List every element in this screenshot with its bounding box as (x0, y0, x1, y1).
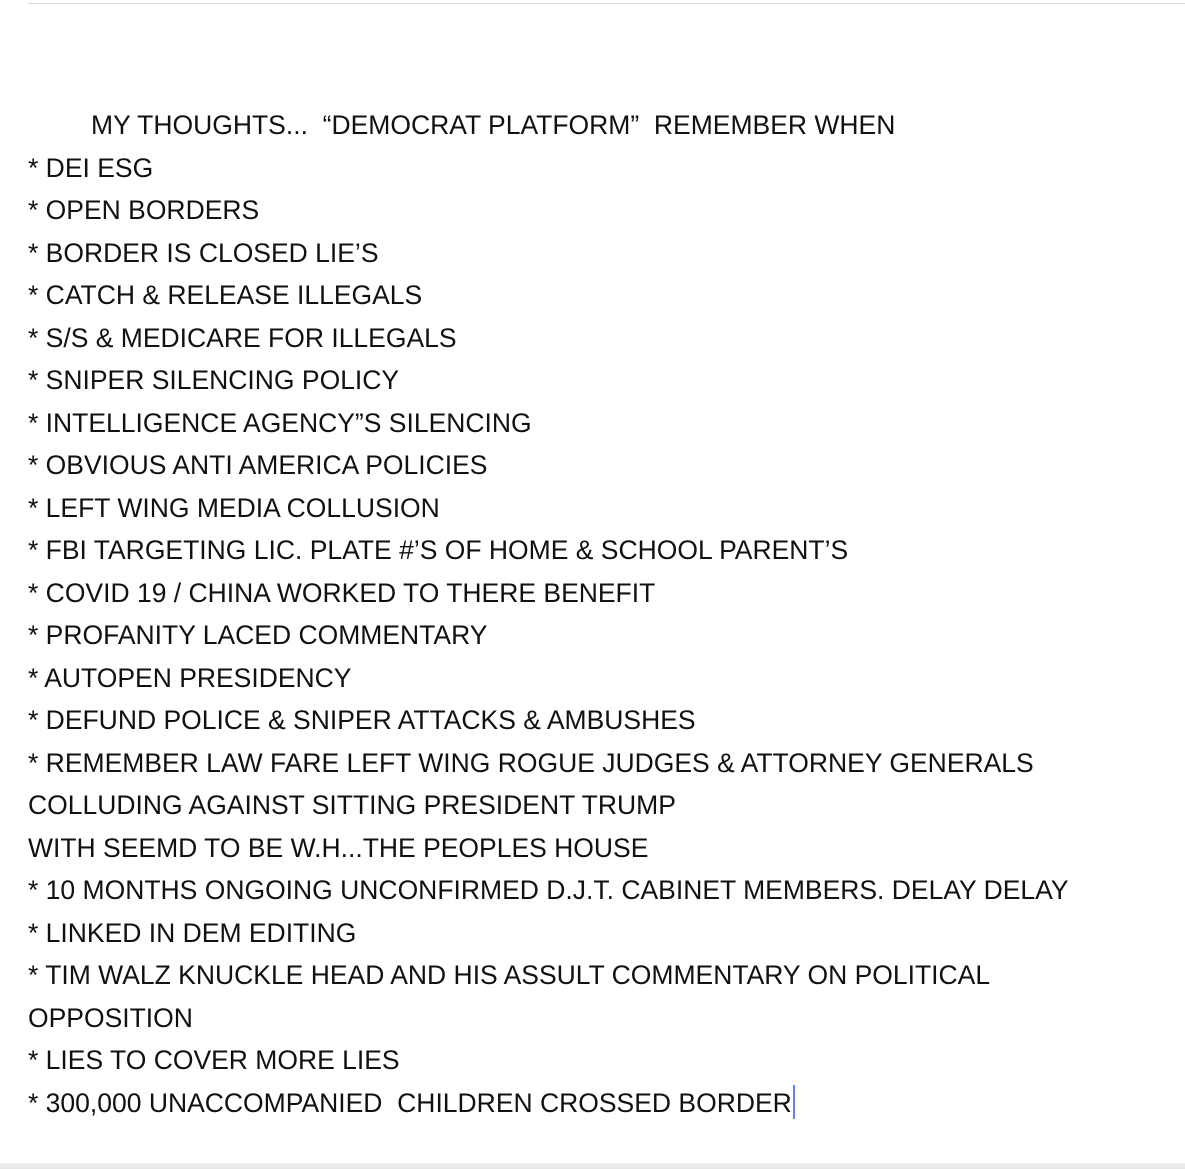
note-line: * 10 MONTHS ONGOING UNCONFIRMED D.J.T. CABINET MEMBERS. DELAY DELAY (28, 875, 1069, 905)
note-text-area[interactable] (28, 104, 1158, 1124)
note-line: * COVID 19 / CHINA WORKED TO THERE BENEFIT (28, 577, 656, 608)
note-line: * REMEMBER LAW FARE LEFT WING ROGUE JUDGES & ATTORNEY GENERALS (28, 747, 1034, 778)
note-line: * OBVIOUS ANTI AMERICA POLICIES (28, 450, 488, 480)
note-line: * PROFANITY LACED COMMENTARY (28, 620, 488, 650)
note-line: * OPEN BORDERS (28, 195, 260, 225)
note-line: * LIES TO COVER MORE LIES (28, 1045, 400, 1075)
note-line: * LINKED IN DEM EDITING (28, 917, 357, 948)
note-line: * CATCH & RELEASE ILLEGALS (28, 280, 423, 310)
note-line: * BORDER IS CLOSED LIE’S (28, 237, 379, 268)
note-line: * INTELLIGENCE AGENCY”S SILENCING (28, 407, 532, 438)
note-line: * LEFT WING MEDIA COLLUSION (28, 492, 440, 523)
note-line: * DEI ESG (28, 152, 154, 183)
top-divider (28, 3, 1185, 4)
note-line: * TIM WALZ KNUCKLE HEAD AND HIS ASSULT COMMENTARY ON POLITICAL (28, 960, 991, 990)
note-line-last (28, 1082, 1158, 1125)
text-cursor (793, 1085, 795, 1119)
bottom-edge (0, 1163, 1185, 1169)
note-line: * FBI TARGETING LIC. PLATE #’S OF HOME & SCHOOL PARENT’S (28, 535, 849, 565)
note-line: * SNIPER SILENCING POLICY (28, 365, 400, 395)
note-title: MY THOUGHTS... “DEMOCRAT PLATFORM” REMEMBER WHEN (91, 110, 896, 140)
note-line: COLLUDING AGAINST SITTING PRESIDENT TRUMP (28, 790, 676, 820)
note-line: OPPOSITION (28, 1002, 193, 1033)
note-line: * AUTOPEN PRESIDENCY (28, 662, 352, 693)
note-line: * S/S & MEDICARE FOR ILLEGALS (28, 322, 457, 353)
note-line-last-text: * 300,000 UNACCOMPANIED CHILDREN CROSSED BORDER (28, 1087, 792, 1118)
note-line: WITH SEEMD TO BE W.H...THE PEOPLES HOUSE (28, 832, 649, 863)
note-line: * DEFUND POLICE & SNIPER ATTACKS & AMBUSHES (28, 705, 696, 735)
